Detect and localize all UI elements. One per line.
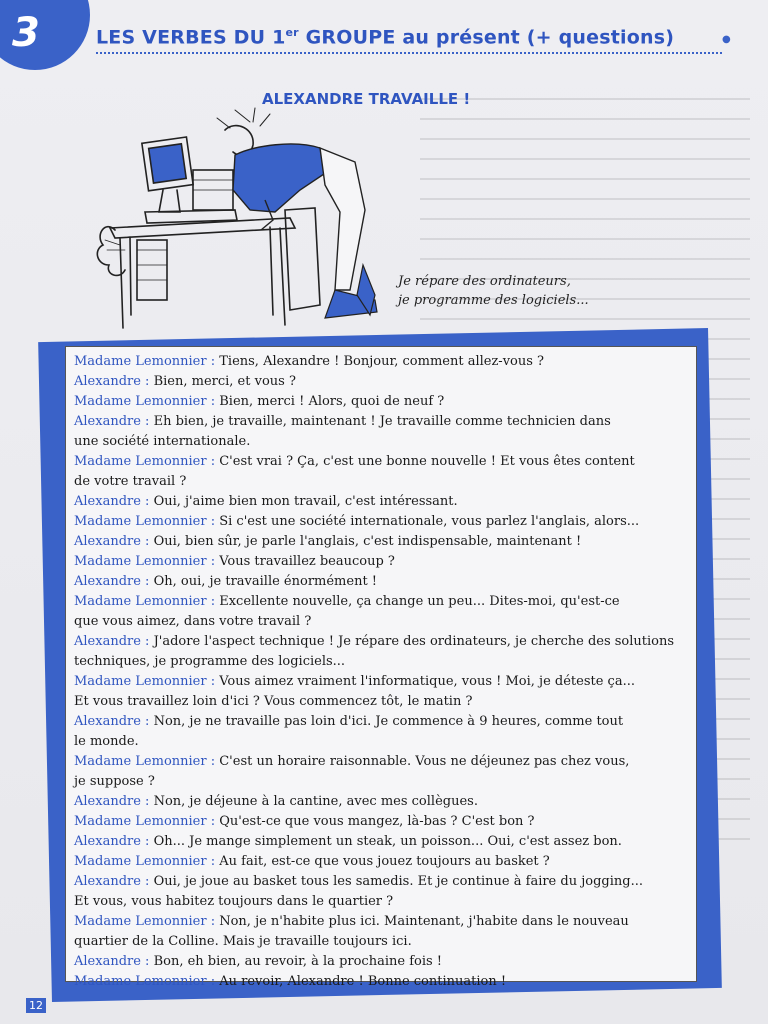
dialogue-text: Bien, merci ! Alors, quoi de neuf ?	[219, 394, 445, 409]
title-dotted-rule	[96, 52, 722, 54]
dialogue-text: Tiens, Alexandre ! Bonjour, comment allez-vous ?	[219, 354, 545, 369]
dialogue-line	[74, 472, 686, 492]
page-title	[96, 26, 674, 48]
speaker-name: Alexandre :	[74, 834, 154, 849]
dialogue-line	[74, 372, 686, 392]
title-end-dot: ●	[722, 34, 731, 45]
speaker-name: Alexandre :	[74, 494, 154, 509]
dialogue-line	[74, 352, 686, 372]
dialogue-text: C'est vrai ? Ça, c'est une bonne nouvelle ! Et vous êtes content	[219, 454, 635, 469]
dialogue-line	[74, 712, 686, 732]
dialogue-text: Oh, oui, je travaille énormément !	[153, 574, 378, 589]
illustration-caption	[398, 272, 589, 310]
title-part2: GROUPE au présent (+ questions)	[298, 26, 675, 49]
caption-line-2: je programme des logiciels...	[398, 293, 589, 308]
dialogue-text: Non, je n'habite plus ici. Maintenant, j'habite dans le nouveau	[219, 914, 629, 929]
dialogue-line	[74, 572, 686, 592]
dialogue-line	[74, 492, 686, 512]
speaker-name: Madame Lemonnier :	[74, 554, 220, 569]
dialogue-text: Vous travaillez beaucoup ?	[219, 554, 395, 569]
speaker-name: Alexandre :	[74, 414, 154, 429]
speaker-name: Alexandre :	[74, 714, 154, 729]
speaker-name: Madame Lemonnier :	[74, 674, 220, 689]
dialogue-text: Non, je déjeune à la cantine, avec mes collègues.	[153, 794, 478, 809]
dialogue-line	[74, 552, 686, 572]
dialogue-text: Oui, je joue au basket tous les samedis. Et je continue à faire du jogging...	[153, 874, 643, 889]
title-superscript: er	[285, 26, 299, 39]
speaker-name: Madame Lemonnier :	[74, 514, 220, 529]
dialogue-text: Au fait, est-ce que vous jouez toujours au basket ?	[219, 854, 550, 869]
speaker-name: Madame Lemonnier :	[74, 814, 220, 829]
dialogue-text: que vous aimez, dans votre travail ?	[74, 614, 312, 629]
dialogue-line	[74, 592, 686, 612]
speaker-name: Madame Lemonnier :	[74, 974, 220, 989]
dialogue-line	[74, 532, 686, 552]
story-title: ALEXANDRE TRAVAILLE !	[262, 90, 471, 108]
unit-number: 3	[12, 10, 40, 56]
dialogue-line	[74, 772, 686, 792]
dialogue-text: Oh... Je mange simplement un steak, un poisson... Oui, c'est assez bon.	[153, 834, 622, 849]
dialogue-text: je suppose ?	[74, 774, 155, 789]
dialogue-line	[74, 932, 686, 952]
dialogue-line	[74, 732, 686, 752]
dialogue-text: Qu'est-ce que vous mangez, là-bas ? C'est bon ?	[219, 814, 535, 829]
dialogue-line	[74, 812, 686, 832]
caption-line-1: Je répare des ordinateurs,	[398, 274, 571, 289]
dialogue-text: Et vous travaillez loin d'ici ? Vous commencez tôt, le matin ?	[74, 694, 473, 709]
dialogue-line	[74, 672, 686, 692]
dialogue-line	[74, 512, 686, 532]
speaker-name: Alexandre :	[74, 794, 154, 809]
dialogue-line	[74, 612, 686, 632]
dialogue-line	[74, 972, 686, 992]
dialogue-text: Bon, eh bien, au revoir, à la prochaine fois !	[153, 954, 443, 969]
page-number: 12	[26, 998, 46, 1013]
speaker-name: Alexandre :	[74, 534, 154, 549]
illustration-technician	[85, 100, 385, 332]
dialogue-line	[74, 832, 686, 852]
dialogue-text: Bien, merci, et vous ?	[153, 374, 296, 389]
dialogue-line	[74, 432, 686, 452]
dialogue-text: de votre travail ?	[74, 474, 187, 489]
dialogue-line	[74, 752, 686, 772]
speaker-name: Alexandre :	[74, 954, 154, 969]
speaker-name: Alexandre :	[74, 574, 154, 589]
dialogue-text: Non, je ne travaille pas loin d'ici. Je commence à 9 heures, comme tout	[153, 714, 624, 729]
speaker-name: Alexandre :	[74, 634, 154, 649]
dialogue-line	[74, 792, 686, 812]
dialogue-text: une société internationale.	[74, 434, 251, 449]
dialogue-text: Si c'est une société internationale, vous parlez l'anglais, alors...	[219, 514, 640, 529]
speaker-name: Madame Lemonnier :	[74, 454, 220, 469]
speaker-name: Madame Lemonnier :	[74, 394, 220, 409]
dialogue-text: quartier de la Colline. Mais je travaille toujours ici.	[74, 934, 412, 949]
dialogue-box	[65, 346, 697, 989]
dialogue-text: Vous aimez vraiment l'informatique, vous ! Moi, je déteste ça...	[219, 674, 635, 689]
speaker-name: Madame Lemonnier :	[74, 854, 220, 869]
dialogue-text: Oui, bien sûr, je parle l'anglais, c'est indispensable, maintenant !	[153, 534, 582, 549]
dialogue-line	[74, 912, 686, 932]
dialogue-text: Au revoir, Alexandre ! Bonne continuation !	[219, 974, 507, 989]
title-part1: LES VERBES DU 1	[96, 26, 286, 49]
dialogue-line	[74, 632, 686, 652]
dialogue-text: Et vous, vous habitez toujours dans le quartier ?	[74, 894, 394, 909]
dialogue-text: Eh bien, je travaille, maintenant ! Je travaille comme technicien dans	[153, 414, 611, 429]
dialogue-text: techniques, je programme des logiciels...	[74, 654, 346, 669]
speaker-name: Madame Lemonnier :	[74, 754, 220, 769]
dialogue-line	[74, 952, 686, 972]
dialogue-text: Oui, j'aime bien mon travail, c'est intéressant.	[153, 494, 458, 509]
dialogue-text: le monde.	[74, 734, 139, 749]
speaker-name: Madame Lemonnier :	[74, 914, 220, 929]
dialogue-text: J'adore l'aspect technique ! Je répare des ordinateurs, je cherche des solutions	[153, 634, 675, 649]
dialogue-line	[74, 392, 686, 412]
dialogue-line	[74, 452, 686, 472]
dialogue-line	[74, 412, 686, 432]
dialogue-line	[74, 652, 686, 672]
dialogue-line	[74, 892, 686, 912]
dialogue-line	[74, 692, 686, 712]
dialogue-text: Excellente nouvelle, ça change un peu... Dites-moi, qu'est-ce	[219, 594, 620, 609]
dialogue-text: C'est un horaire raisonnable. Vous ne déjeunez pas chez vous,	[219, 754, 630, 769]
speaker-name: Madame Lemonnier :	[74, 354, 220, 369]
speaker-name: Alexandre :	[74, 874, 154, 889]
dialogue-line	[74, 852, 686, 872]
speaker-name: Alexandre :	[74, 374, 154, 389]
speaker-name: Madame Lemonnier :	[74, 594, 220, 609]
dialogue-line	[74, 872, 686, 892]
